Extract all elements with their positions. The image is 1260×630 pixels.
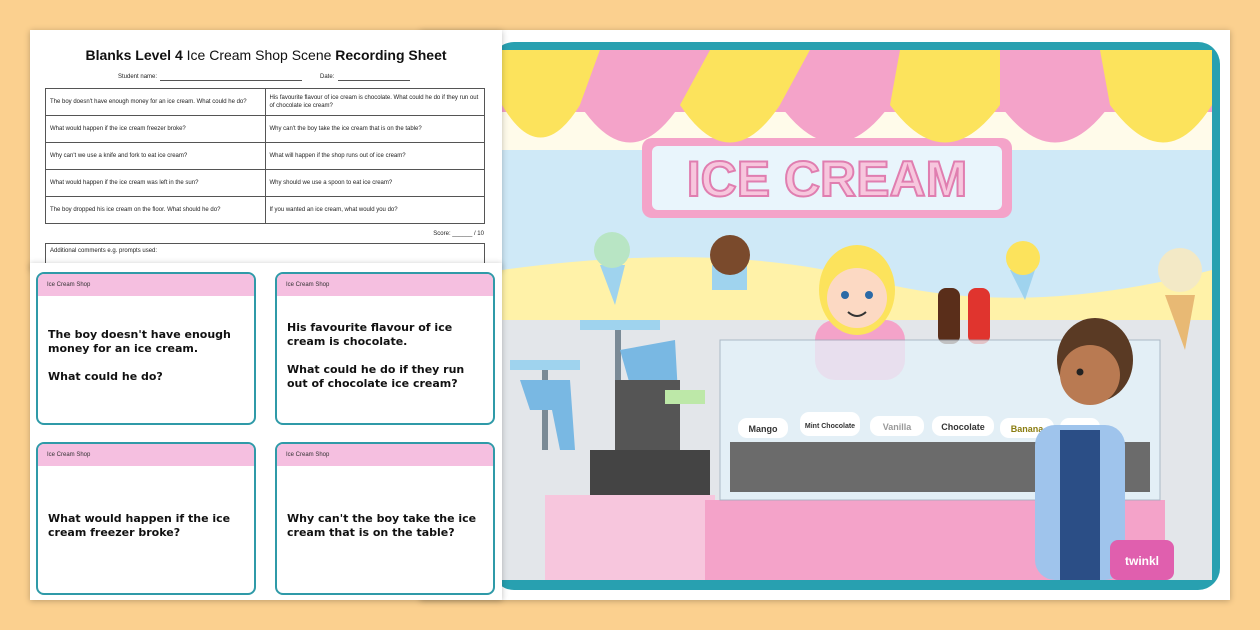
table-cell: If you wanted an ice cream, what would you do? xyxy=(265,197,485,224)
question-card xyxy=(275,442,495,595)
card-body xyxy=(38,466,254,550)
question-card xyxy=(275,272,495,425)
card-text: Why can't the boy take the ice cream that is on the table? xyxy=(287,512,477,539)
title-part-1: Blanks Level 4 xyxy=(85,47,187,63)
floating-muffin xyxy=(710,235,750,290)
comments-label: Additional comments e.g. prompts used: xyxy=(50,248,158,254)
scene-illustration xyxy=(420,30,1230,600)
card-text: What would happen if the ice cream freezer broke? xyxy=(48,512,231,539)
flavour-label-3: Vanilla xyxy=(882,422,912,432)
table-cell: Why should we use a spoon to eat ice cream? xyxy=(265,170,485,197)
card-header: Ice Cream Shop xyxy=(277,274,493,296)
questions-table xyxy=(45,88,485,224)
date-line[interactable] xyxy=(338,80,410,81)
table-row xyxy=(46,89,485,116)
table-cell: The boy doesn't have enough money for an ice cream. What could he do? xyxy=(46,89,266,116)
question-card xyxy=(36,442,256,595)
card-header: Ice Cream Shop xyxy=(38,274,254,296)
card-text: The boy doesn't have enough money for an ice cream. xyxy=(48,328,231,355)
student-name-label: Student name: xyxy=(118,74,158,80)
table-row xyxy=(46,143,485,170)
card-text: His favourite flavour of ice cream is chocolate. xyxy=(287,321,453,348)
score: Score: ______ / 10 xyxy=(433,231,484,237)
twinkl-logo-text: twinkl xyxy=(1124,554,1160,568)
flavour-label-4: Chocolate xyxy=(941,422,985,432)
card-body xyxy=(38,296,254,394)
question-card xyxy=(36,272,256,425)
date-label: Date: xyxy=(320,74,335,80)
question-cards-sheet xyxy=(30,263,502,600)
student-name-line[interactable] xyxy=(160,80,302,81)
table-cell: What would happen if the ice cream was left in the sun? xyxy=(46,170,266,197)
chocolate-sauce-bottle xyxy=(938,288,960,344)
card-text: What could he do? xyxy=(48,370,163,383)
sheet-title xyxy=(30,47,502,63)
flavour-label-5: Banana xyxy=(1010,424,1044,434)
table-cell: The boy dropped his ice cream on the floor. What should he do? xyxy=(46,197,266,224)
card-header: Ice Cream Shop xyxy=(38,444,254,466)
table-row xyxy=(46,116,485,143)
card-header: Ice Cream Shop xyxy=(277,444,493,466)
table-cell: What would happen if the ice cream freezer broke? xyxy=(46,116,266,143)
table-cell: His favourite flavour of ice cream is chocolate. What could he do if they run out of chocolate ice cream? xyxy=(265,89,485,116)
recording-sheet xyxy=(30,30,502,270)
table-row xyxy=(46,170,485,197)
ice-cream-shop-scene xyxy=(420,30,1230,600)
flavour-label-2: Mint Chocolate xyxy=(804,423,856,430)
table-row xyxy=(46,197,485,224)
table-cell: What will happen if the shop runs out of ice cream? xyxy=(265,143,485,170)
title-part-3: Recording Sheet xyxy=(335,47,447,63)
table-cell: Why can't the boy take the ice cream that is on the table? xyxy=(265,116,485,143)
card-text: What could he do if they run out of chocolate ice cream? xyxy=(287,363,465,390)
counter-left xyxy=(545,495,715,580)
card-body xyxy=(277,296,493,401)
table-cell: Why can't we use a knife and fork to eat ice cream? xyxy=(46,143,266,170)
card-body xyxy=(277,466,493,550)
strawberry-sauce-bottle xyxy=(968,288,990,344)
sign-text: ICE CREAM xyxy=(686,151,968,207)
title-part-2: Ice Cream Shop Scene xyxy=(186,47,336,63)
flavour-label-1: Mango xyxy=(748,424,778,434)
